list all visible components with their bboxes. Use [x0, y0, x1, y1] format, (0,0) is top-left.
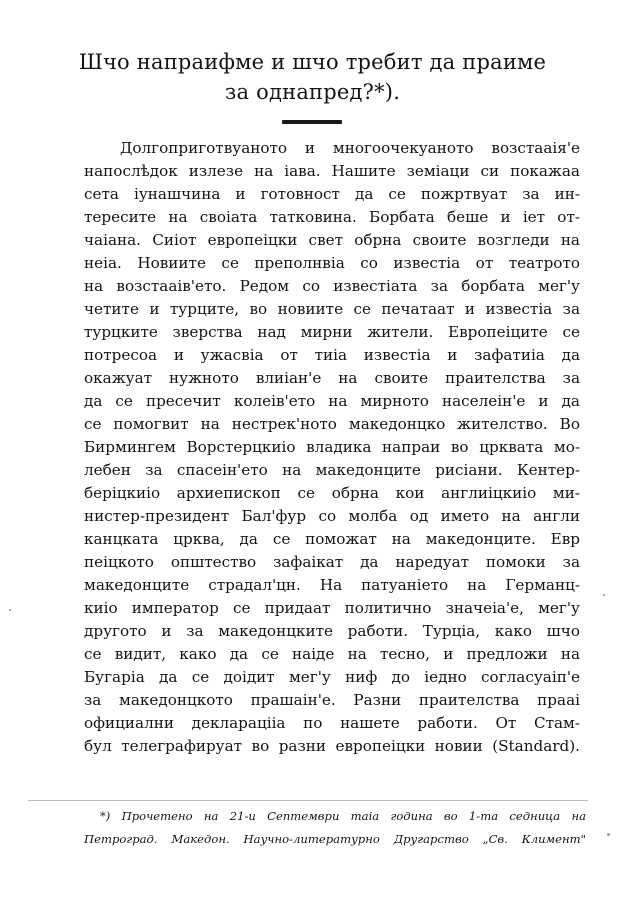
footnote-line-2: Петроград. Македон. Научно-литературно Другарство „Св. Климент" [84, 832, 586, 846]
body-line: беріцкиіо архиепископ се обрна кои англиіцкиіо ми- [84, 484, 580, 502]
body-line: се помогвит на нестрек'ното македонцко жителство. Во [84, 415, 580, 433]
document-title-line-2: за однапред?*). [224, 80, 401, 104]
body-line: другото и за македонцките работи. Турціа, како шчо [84, 622, 580, 640]
body-line: да се пресечит колеів'ето на мирното населеін'е и да [84, 392, 580, 410]
body-line: киіо император се придаат политично значеіа'е, мег'у [84, 599, 580, 617]
body-line: македонците страдал'цн. На патуаніето на Германц- [84, 576, 580, 594]
scan-speck [603, 594, 605, 596]
scan-speck [9, 609, 11, 611]
body-line: бул телеграфируат во разни европеіцки новии (Standard). [84, 737, 580, 755]
body-line: чаіана. Сиіот европеіцки свет обрна своите возгледи на [84, 231, 580, 249]
body-line: окажуат нужното влиіан'е на своите праителства за [84, 369, 580, 387]
body-line: Бирмингем Ворстерцкиіо владика напраи во црквата мо- [84, 438, 580, 456]
scan-speck [607, 833, 610, 836]
document-title-line-1: Шчо напраифме и шчо требит да праиме [78, 50, 547, 74]
body-line: официални декларацііа по нашете работи. От Стам- [84, 714, 580, 732]
body-line: неіа. Новиите се преполнвіа со известіа от театрото [84, 254, 580, 272]
body-line: Долгоприготвуаното и многоочекуаното возстааія'е [120, 139, 580, 157]
body-line: лебен за спасеін'ето на македонците рисіани. Кентер- [84, 461, 580, 479]
body-line: турцките зверства над мирни жители. Европеіците се [84, 323, 580, 341]
body-line: Бугаріа да се доідит мег'у ниф до іедно согласуаіп'е [84, 668, 580, 686]
body-line: на возстааів'ето. Редом со известіата за борбата мег'у [84, 277, 580, 295]
footnote-line-1: *) Прочетено на 21-и Септември таіа година во 1-та седница на [100, 809, 586, 823]
body-line: канцката црква, да се поможат на македонците. Евр [84, 530, 580, 548]
body-line: четите и турците, во новиите се печатаат и известіа за [84, 300, 580, 318]
title-divider-rule [282, 120, 342, 124]
body-line: сета іунашчина и готовност да се пожртвуат за ин- [84, 185, 580, 203]
footnote-separator [28, 800, 588, 801]
body-line: пеіцкото општество зафаікат да наредуат помоки за [84, 553, 580, 571]
body-line: нистер-президент Бал'фур со молба од името на англи [84, 507, 580, 525]
body-line: за македонцкото прашаін'е. Разни праителства прааі [84, 691, 580, 709]
body-line: тересите на своіата татковина. Борбата беше и іет от- [84, 208, 580, 226]
body-line: напослѣдок излезе на іава. Нашите земіаци си покажаа [84, 162, 580, 180]
body-line: потресоа и ужасвіа от тиіа известіа и зафатиіа да [84, 346, 580, 364]
body-line: се видит, како да се наіде на тесно, и предложи на [84, 645, 580, 663]
